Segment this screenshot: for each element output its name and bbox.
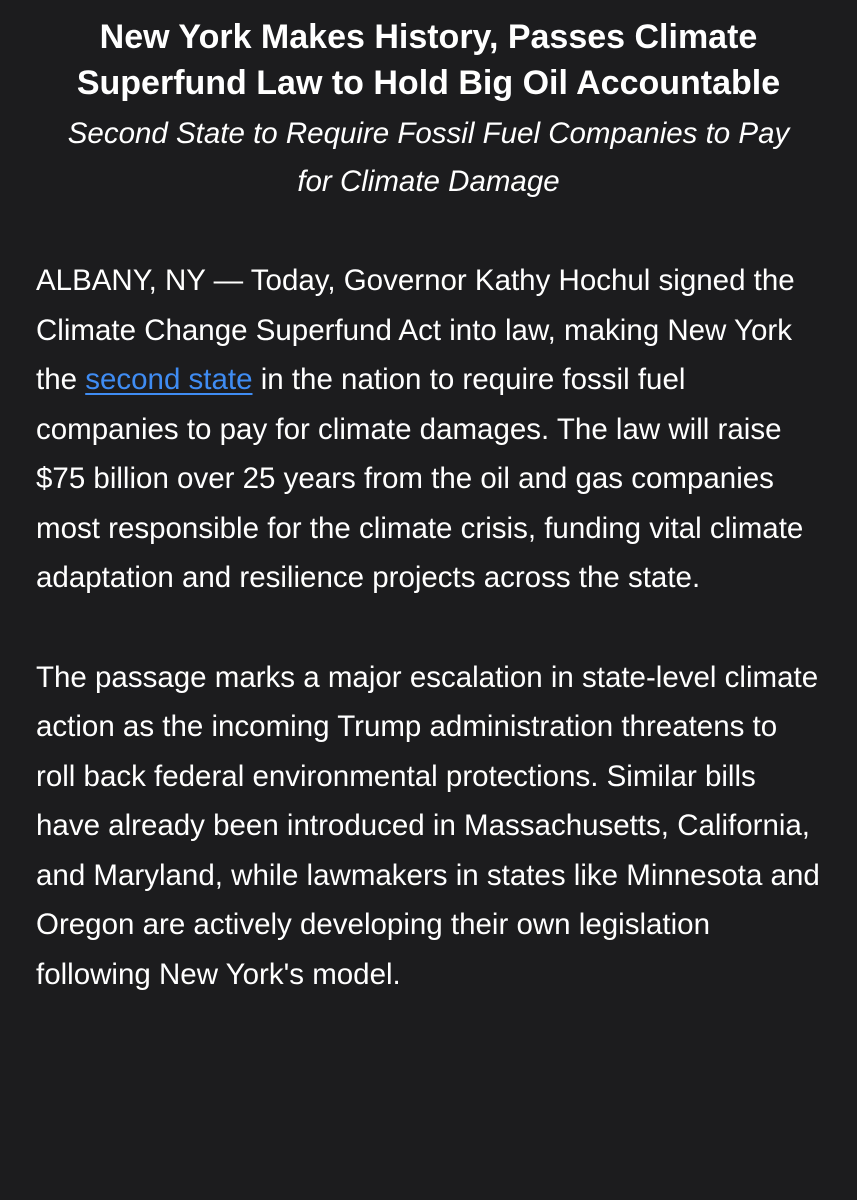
article-headline: New York Makes History, Passes Climate Superfund Law to Hold Big Oil Accountable [76,18,781,102]
paragraph-1-text-before-link: ALBANY, NY — Today, Governor Kathy Hochul signed the Climate Change Superfund Act into law, making New York the [36,264,795,396]
article-paragraph-1 [36,256,821,603]
article-paragraph-2: The passage marks a major escalation in state-level climate action as the incoming Trump administration threatens to roll back federal environmental protections. Similar bills have already been introduced in Massachusetts, California, and Maryland, while lawmakers in states like Minnesota and Oregon are actively developing their own legislation following New York's model. [36,660,820,991]
second-state-link[interactable]: second state [85,363,253,396]
article-subheadline: Second State to Require Fossil Fuel Companies to Pay for Climate Damage [67,117,790,198]
paragraph-1-text-after-link: in the nation to require fossil fuel companies to pay for climate damages. The law will raise $75 billion over 25 years from the oil and gas companies most responsible for the climate crisis, funding vital climate adaptation and resilience projects across the state. [36,363,804,594]
